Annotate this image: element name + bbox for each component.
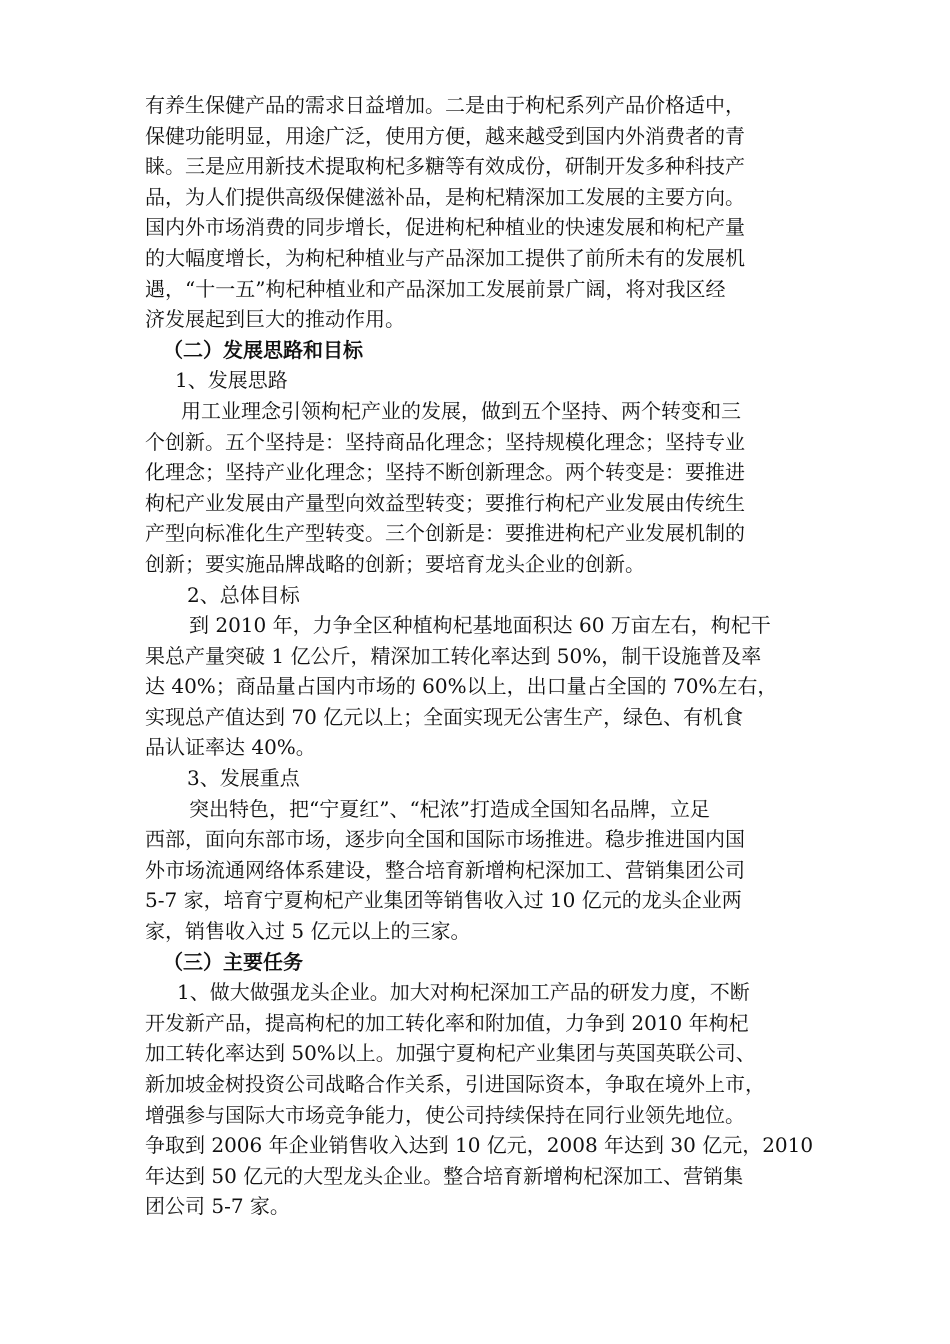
paragraph-main-tasks [145, 977, 817, 1222]
document-page [145, 90, 817, 1222]
text-line: 团公司 5-7 家。 [145, 1194, 290, 1219]
text-line: 遇，“十一五”枸杞种植业和产品深加工发展前景广阔，将对我区经 [145, 276, 726, 301]
text-line: 达 40%；商品量占国内市场的 60%以上，出口量占全国的 70%左右， [145, 674, 778, 699]
text-line: 创新；要实施品牌战略的创新；要培育龙头企业的创新。 [145, 551, 645, 576]
text-line: 争取到 2006 年企业销售收入达到 10 亿元，2008 年达到 30 亿元，2010 [145, 1133, 814, 1158]
text-line: 国内外市场消费的同步增长，促进枸杞种植业的快速发展和枸杞产量 [145, 215, 745, 240]
paragraph-market-outlook [145, 90, 817, 335]
text-line: 枸杞产业发展由产量型向效益型转变；要推行枸杞产业发展由传统生 [145, 490, 745, 515]
text-line: 品，为人们提供高级保健滋补品，是枸杞精深加工发展的主要方向。 [145, 184, 745, 209]
paragraph-development-focus [145, 794, 817, 947]
text-line: 济发展起到巨大的推动作用。 [145, 307, 405, 332]
text-line: 果总产量突破 1 亿公斤，精深加工转化率达到 50%，制干设施普及率 [145, 643, 762, 668]
text-line: 有养生保健产品的需求日益增加。二是由于枸杞系列产品价格适中， [145, 93, 745, 117]
subheading-development-ideas: 1、发展思路 [175, 368, 288, 393]
text-line: 1、做大做强龙头企业。加大对枸杞深加工产品的研发力度，不断 [177, 980, 750, 1005]
text-line: 到 2010 年，力争全区种植枸杞基地面积达 60 万亩左右，枸杞干 [189, 613, 771, 638]
text-line: 外市场流通网络体系建设，整合培育新增枸杞深加工、营销集团公司 [145, 857, 745, 882]
text-line: 突出特色，把“宁夏红”、“杞浓”打造成全国知名品牌，立足 [189, 796, 710, 821]
text-line: 品认证率达 40%。 [145, 735, 316, 760]
text-line: 用工业理念引领枸杞产业的发展，做到五个坚持、两个转变和三 [181, 398, 741, 423]
text-line: 加工转化率达到 50%以上。加强宁夏枸杞产业集团与英国英联公司、 [145, 1041, 756, 1066]
text-line: 产型向标准化生产型转变。三个创新是：要推进枸杞产业发展机制的 [145, 521, 745, 546]
text-line: 化理念；坚持产业化理念；坚持不断创新理念。两个转变是：要推进 [145, 460, 745, 485]
subheading-development-focus: 3、发展重点 [187, 766, 300, 791]
text-line: 5-7 家，培育宁夏枸杞产业集团等销售收入过 10 亿元的龙头企业两 [145, 888, 742, 913]
section-heading-development-ideas: （二）发展思路和目标 [163, 337, 363, 362]
text-line: 增强参与国际大市场竞争能力，使公司持续保持在同行业领先地位。 [145, 1102, 745, 1127]
text-line: 保健功能明显，用途广泛，使用方便，越来越受到国内外消费者的青 [145, 123, 745, 148]
text-line: 开发新产品，提高枸杞的加工转化率和附加值，力争到 2010 年枸杞 [145, 1010, 749, 1035]
text-line: 年达到 50 亿元的大型龙头企业。整合培育新增枸杞深加工、营销集 [145, 1163, 744, 1188]
text-line: 睐。三是应用新技术提取枸杞多糖等有效成份，研制开发多种科技产 [145, 154, 745, 179]
text-line: 家，销售收入过 5 亿元以上的三家。 [145, 919, 471, 944]
paragraph-development-ideas [145, 396, 817, 580]
text-line: 西部，面向东部市场，逐步向全国和国际市场推进。稳步推进国内国 [145, 827, 745, 852]
section-heading-main-tasks: （三）主要任务 [163, 949, 303, 974]
paragraph-overall-goals [145, 610, 817, 763]
text-line: 的大幅度增长，为枸杞种植业与产品深加工提供了前所未有的发展机 [145, 245, 745, 270]
text-line: 新加坡金树投资公司战略合作关系，引进国际资本，争取在境外上市， [145, 1072, 765, 1096]
subheading-overall-goals: 2、总体目标 [187, 582, 300, 607]
text-line: 实现总产值达到 70 亿元以上；全面实现无公害生产，绿色、有机食 [145, 704, 744, 729]
text-line: 个创新。五个坚持是：坚持商品化理念；坚持规模化理念；坚持专业 [145, 429, 745, 454]
